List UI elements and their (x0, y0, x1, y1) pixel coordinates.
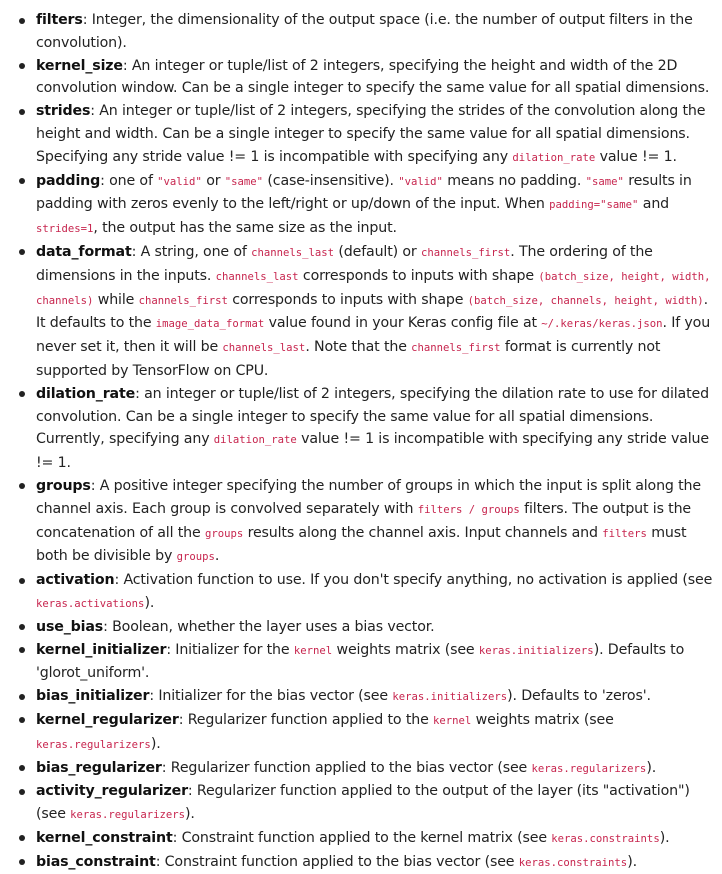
inline-code: channels_first (411, 342, 501, 355)
param-description: must both be divisible by (36, 524, 687, 565)
inline-code: channels_last (215, 270, 299, 283)
param-description: ). (627, 853, 637, 870)
param-description: . (214, 548, 220, 565)
param-item-kernel-regularizer (36, 709, 718, 757)
param-description: weights matrix (see (471, 711, 614, 728)
param-name: kernel_size (36, 57, 123, 74)
inline-code: (batch_size, channels, height, width) (467, 294, 704, 307)
param-description: ). Defaults to 'zeros'. (507, 688, 651, 705)
param-name: dilation_rate (36, 385, 136, 402)
param-name: data_format (36, 243, 132, 260)
param-item-filters (36, 9, 718, 55)
inline-code: "same" (224, 175, 264, 188)
param-description: : an integer or tuple/list of 2 integers, specifying the dilation rate to use for dilated convolution. Can be a single integer to specify the same value for all spatial dimensions. Currently, specifying any (36, 385, 709, 448)
param-description: : Activation function to use. If you don't specify anything, no activation is applied (see (114, 572, 713, 589)
param-description: and (638, 196, 670, 213)
param-description: : Regularizer function applied to the bias vector (see (161, 759, 532, 776)
param-description: : Initializer for the (166, 641, 294, 658)
inline-code: channels_last (222, 342, 306, 355)
inline-code: kernel (433, 714, 472, 727)
param-item-activation (36, 569, 718, 616)
param-description: : Integer, the dimensionality of the output space (i.e. the number of output filters in the convolution). (36, 12, 693, 51)
param-description: : one of (100, 172, 158, 189)
inline-code: "valid" (398, 175, 443, 188)
param-description: ). (646, 759, 657, 776)
param-item-activity-regularizer (36, 780, 718, 827)
param-description: while (93, 291, 139, 308)
param-name: kernel_regularizer (36, 711, 179, 728)
param-description: ). (150, 735, 161, 752)
param-description: : A positive integer specifying the number of groups in which the input is split along the channel axis. Each group is convolved separately with (36, 477, 701, 517)
inline-code: padding="same" (549, 199, 639, 212)
param-description: ). (659, 829, 670, 846)
param-item-use-bias (36, 616, 718, 639)
param-name: use_bias (36, 618, 104, 635)
param-name: activity_regularizer (36, 783, 188, 800)
param-name: strides (36, 103, 91, 120)
param-description: : Constraint function applied to the bias vector (see (155, 853, 519, 870)
param-description: (default) or (334, 243, 421, 260)
inline-code: (batch_size, height, width, channels) (36, 270, 711, 307)
inline-code: groups (176, 551, 215, 564)
param-item-data-format (36, 241, 718, 383)
inline-code: channels_first (138, 294, 228, 307)
inline-code: dilation_rate (512, 151, 596, 164)
inline-code: image_data_format (155, 318, 265, 331)
param-description: value != 1 is incompatible with specifying any stride value != 1. (36, 431, 709, 472)
inline-code: "same" (585, 175, 624, 188)
parameter-list (0, 9, 718, 874)
param-name: bias_initializer (36, 688, 150, 705)
param-description: : Constraint function applied to the kernel matrix (see (172, 829, 552, 846)
param-name: filters (36, 12, 83, 28)
param-name: padding (36, 172, 101, 189)
inline-code: channels_first (420, 246, 511, 259)
param-description: : An integer or tuple/list of 2 integers, specifying the strides of the convolution along the height and width. Can be a single integer to specify the same value for all spatial dimensions. Specifying any stride value != 1 is incompatible with specifying any (36, 103, 706, 165)
param-description: or (201, 172, 225, 189)
param-description: corresponds to inputs with shape (227, 291, 468, 308)
inline-code: channels_last (251, 246, 335, 259)
inline-code: keras.regularizers (36, 738, 151, 751)
param-item-strides (36, 100, 718, 169)
param-name: bias_constraint (36, 853, 156, 870)
param-description: ). (184, 806, 195, 823)
inline-code: filters / groups (417, 503, 520, 516)
param-description: . The ordering of the dimensions in the inputs. (36, 243, 653, 284)
param-description: results along the channel axis. Input channels and (243, 524, 603, 541)
param-item-kernel-initializer (36, 639, 718, 686)
inline-code: groups (204, 527, 244, 540)
param-description: . Note that the (305, 339, 412, 356)
inline-code: keras.constraints (551, 832, 660, 845)
param-description: corresponds to inputs with shape (298, 267, 539, 284)
param-description: . If you never set it, then it will be (36, 315, 711, 356)
param-description: means no padding. (442, 172, 586, 189)
inline-code: filters (602, 527, 647, 540)
inline-code: dilation_rate (213, 434, 297, 447)
param-description: format is currently not supported by TensorFlow on CPU. (36, 339, 661, 379)
param-description: : Initializer for the bias vector (see (149, 688, 393, 705)
param-description: : Regularizer function applied to the (178, 711, 434, 728)
param-item-kernel-constraint (36, 827, 718, 851)
param-name: groups (36, 477, 91, 494)
param-description: : An integer or tuple/list of 2 integers, specifying the height and width of the 2D convolution window. Can be a single integer to specify the same value for all spatial dimensions. (36, 57, 710, 97)
param-description: filters. The output is the concatenation of all the (36, 500, 692, 541)
param-description: : Regularizer function applied to the output of the layer (its "activation") (see (36, 783, 690, 823)
param-item-dilation-rate (36, 383, 718, 475)
param-description: (case-insensitive). (263, 172, 399, 189)
param-item-bias-constraint (36, 851, 718, 874)
inline-code: keras.activations (36, 597, 145, 610)
inline-code: keras.initializers (478, 644, 594, 657)
param-description: ). Defaults to 'glorot_uniform'. (36, 641, 685, 682)
param-item-bias-initializer (36, 685, 718, 709)
param-name: activation (36, 572, 115, 589)
param-description: : Boolean, whether the layer uses a bias vector. (103, 618, 435, 635)
param-description: value found in your Keras config file at (264, 315, 542, 332)
param-description: : A string, one of (131, 243, 252, 260)
param-description: . It defaults to the (36, 291, 709, 332)
inline-code: ~/.keras/keras.json (541, 318, 663, 331)
param-name: kernel_initializer (36, 641, 167, 658)
param-item-kernel-size (36, 55, 718, 101)
param-description: ). (144, 594, 155, 611)
inline-code: keras.regularizers (531, 762, 647, 775)
param-description: weights matrix (see (332, 641, 479, 658)
inline-code: keras.initializers (392, 691, 508, 704)
inline-code: kernel (293, 644, 333, 657)
inline-code: keras.constraints (518, 856, 628, 869)
param-item-padding (36, 170, 718, 241)
param-name: kernel_constraint (36, 829, 173, 846)
inline-code: strides=1 (36, 223, 94, 236)
param-item-bias-regularizer (36, 757, 718, 781)
param-description: , the output has the same size as the input. (93, 220, 397, 237)
param-item-groups (36, 475, 718, 569)
param-description: results in padding with zeros evenly to the left/right or up/down of the input. When (36, 172, 692, 213)
param-name: bias_regularizer (36, 759, 162, 776)
inline-code: keras.regularizers (70, 809, 185, 822)
inline-code: "valid" (157, 175, 202, 188)
param-description: value != 1. (595, 148, 677, 165)
